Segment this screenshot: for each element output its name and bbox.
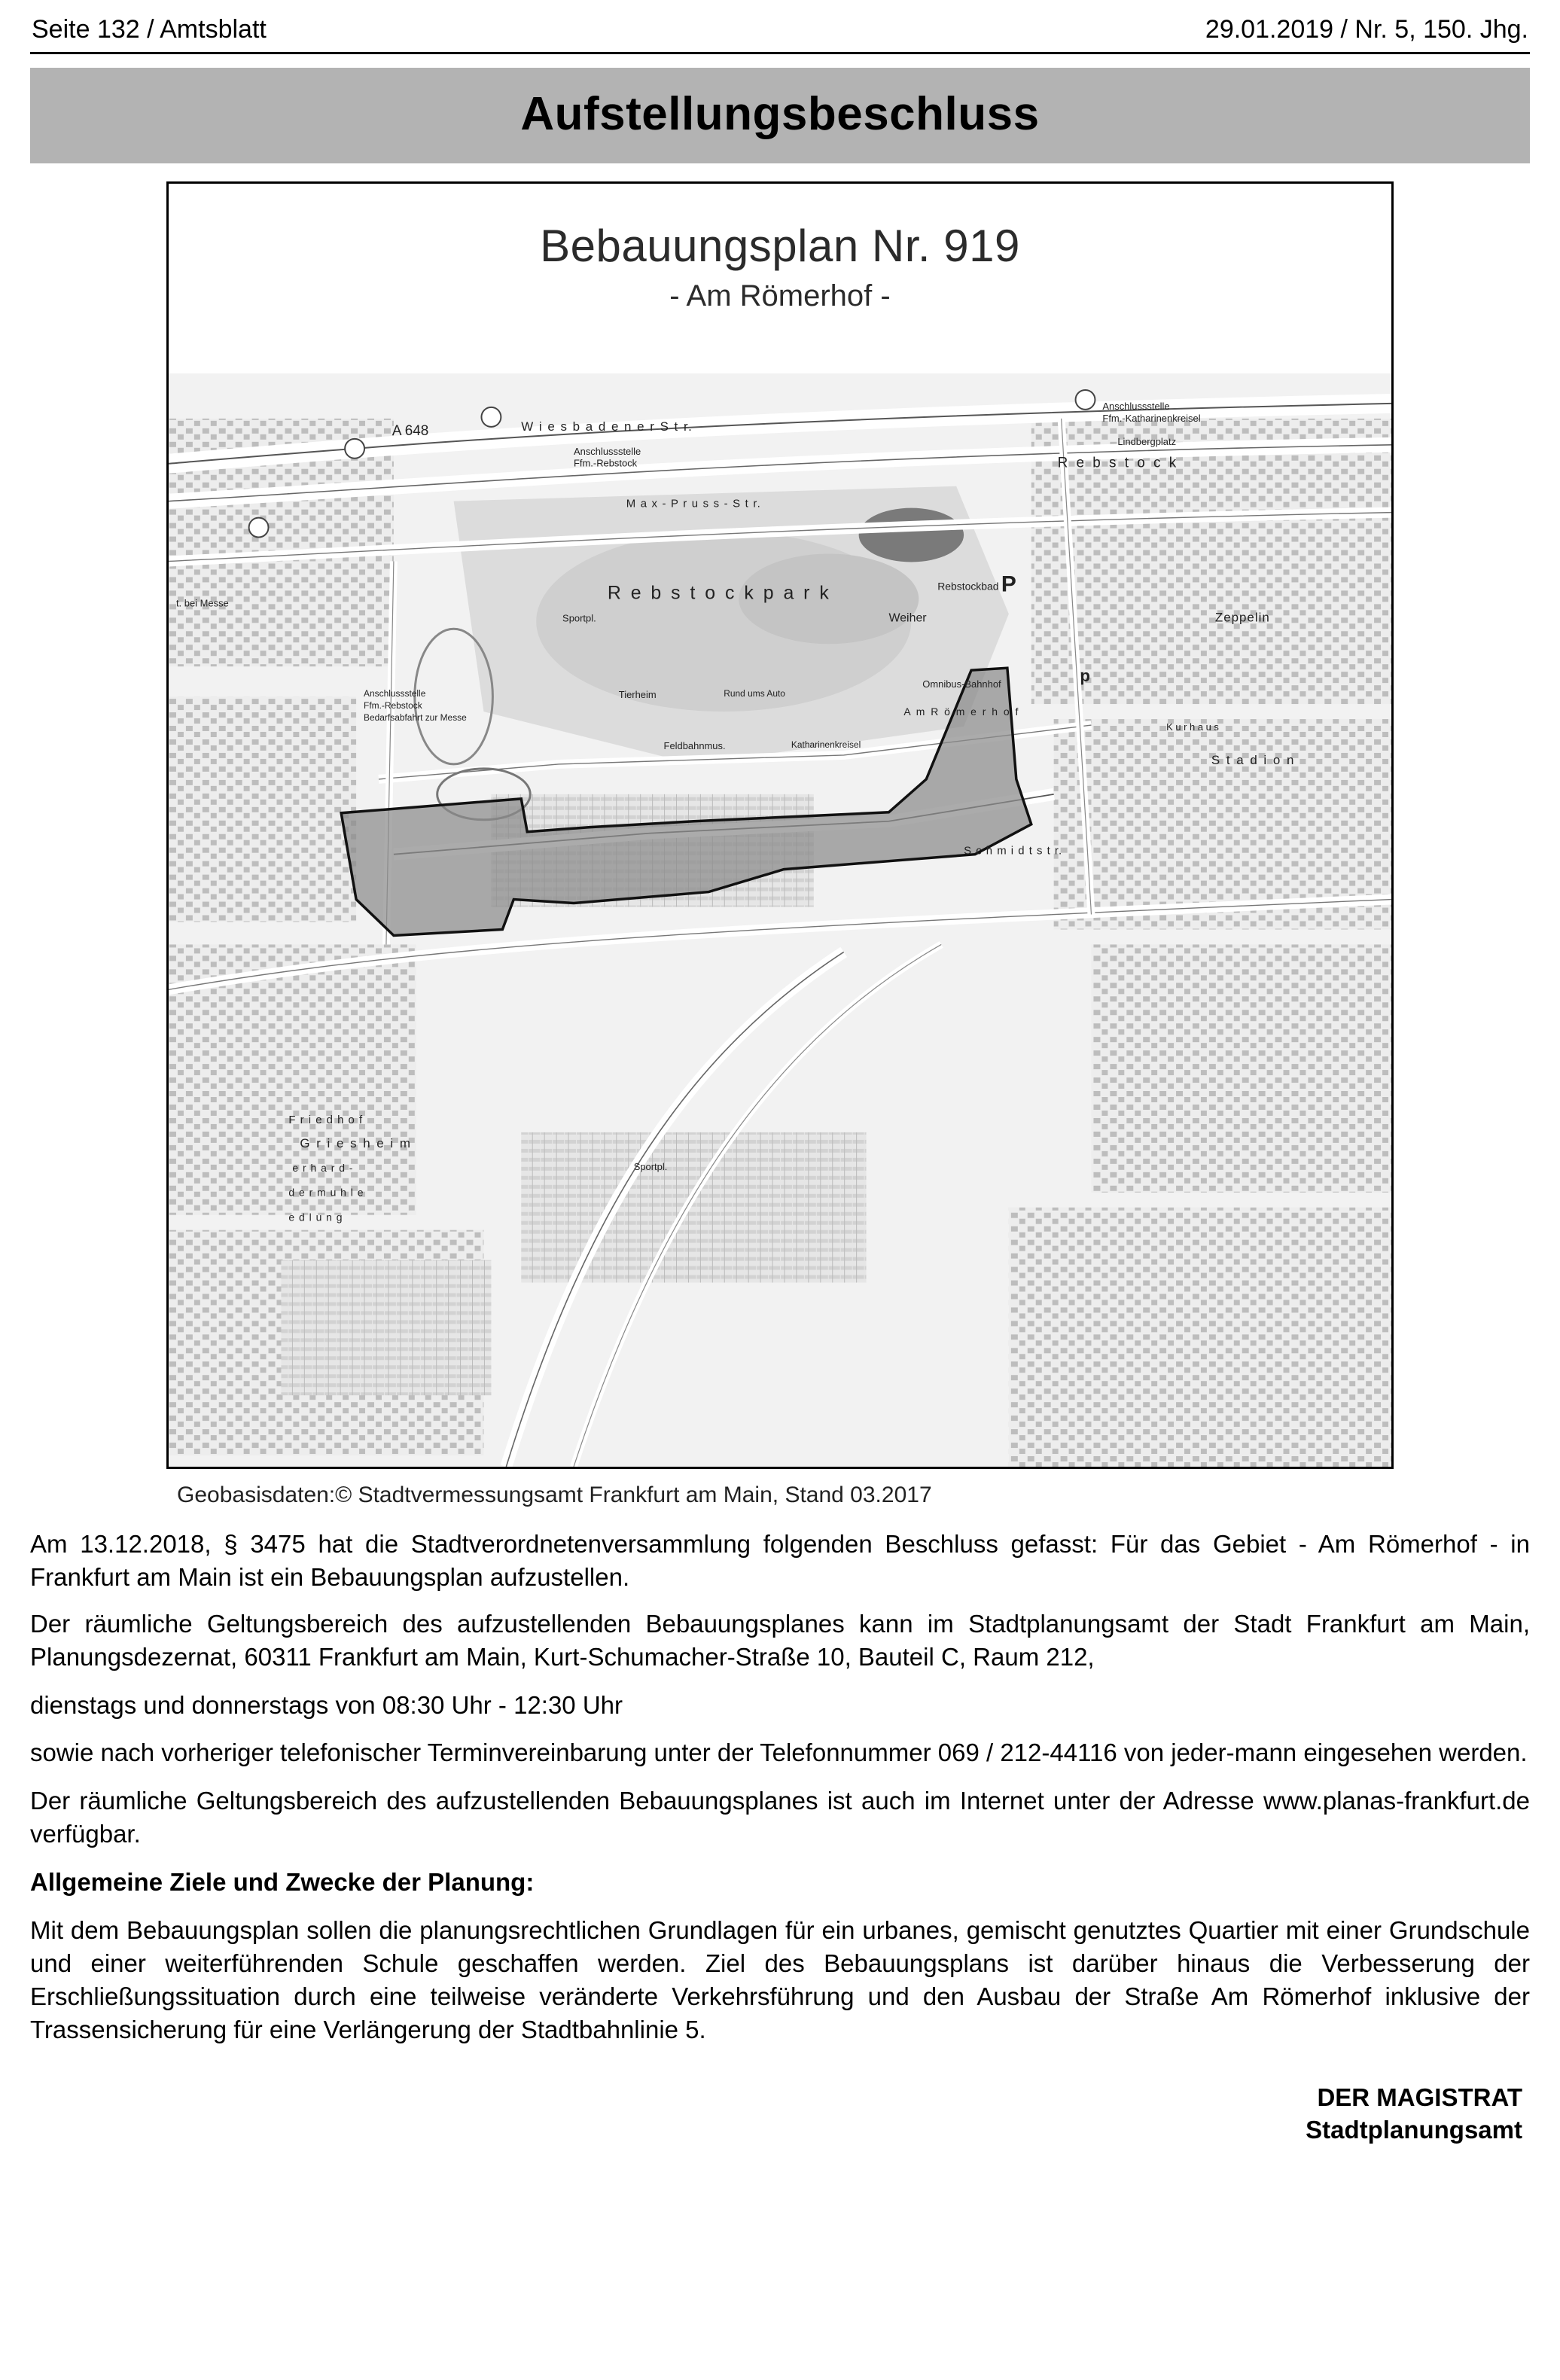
map-title-area: [169, 184, 1391, 373]
page-header: [30, 11, 1530, 52]
svg-text:S c h m i d t s t r.: S c h m i d t s t r.: [964, 844, 1063, 858]
map-canvas: [169, 373, 1391, 1467]
signature-department: Stadtplanungsamt: [1306, 2116, 1522, 2144]
header-issue-info: 29.01.2019 / Nr. 5, 150. Jhg.: [1205, 15, 1528, 44]
svg-text:F r i e d h o f: F r i e d h o f: [288, 1113, 364, 1126]
page-title: Aufstellungsbeschluss: [520, 88, 1040, 140]
svg-text:A 648: A 648: [392, 422, 429, 439]
paragraph-hours: dienstags und donnerstags von 08:30 Uhr - 12:30 Uhr: [30, 1690, 623, 1719]
map-title: Bebauungsplan Nr. 919: [540, 221, 1020, 271]
svg-text:t. bei Messe: t. bei Messe: [175, 597, 229, 609]
svg-text:Anschlussstelle: Anschlussstelle: [574, 445, 641, 457]
svg-text:Zeppelin: Zeppelin: [1214, 610, 1270, 625]
svg-text:Omnibus-Bahnhof: Omnibus-Bahnhof: [922, 678, 1001, 690]
svg-text:Tierheim: Tierheim: [618, 689, 657, 701]
svg-text:Sportpl.: Sportpl.: [633, 1160, 668, 1172]
paragraph-appointment: sowie nach vorheriger telefonischer Terminvereinbarung unter der Telefonnummer 069 / 212-44116 von jeder-mann eingesehen werden.: [30, 1739, 1528, 1767]
svg-text:W i e s b a d e n e r S t r.: W i e s b a d e n e r S t r.: [521, 419, 693, 434]
svg-text:Sportpl.: Sportpl.: [562, 612, 596, 624]
title-banner: [30, 68, 1530, 163]
svg-text:d e r m u h l e: d e r m u h l e: [288, 1186, 364, 1199]
article-body: [30, 1528, 1530, 2046]
svg-text:Feldbahnmus.: Feldbahnmus.: [663, 739, 726, 751]
svg-text:Rebstockbad: Rebstockbad: [937, 580, 999, 593]
svg-text:S t a d i o n: S t a d i o n: [1211, 752, 1296, 767]
svg-text:Ffm.-Rebstock: Ffm.-Rebstock: [574, 457, 638, 469]
svg-text:Bedarfsabfahrt zur Messe: Bedarfsabfahrt zur Messe: [364, 712, 467, 724]
map-container: [166, 181, 1394, 1469]
paragraph-goals: Mit dem Bebauungsplan sollen die planungsrechtlichen Grundlagen für ein urbanes, gemischt genutztes Quartier mit einer Grundschule und einer weiterführenden Schule geschaffen werden. Ziel des Bebauungsplans ist darüber hinaus die Verbesserung der Erschließungssituation durch eine teilweise veränderte Verkehrsführung und den Ausbau der Straße Am Römerhof inklusive der Trassensicherung für eine Verlängerung der Stadtbahnlinie 5.: [30, 1915, 1530, 2043]
svg-text:K u r h a u s: K u r h a u s: [1166, 721, 1219, 733]
header-divider: [30, 52, 1530, 54]
signature-block: [30, 2082, 1530, 2147]
svg-text:p: p: [1080, 666, 1090, 686]
svg-text:Katharinenkreisel: Katharinenkreisel: [791, 739, 861, 750]
svg-text:Ffm.-Katharinenkreisel: Ffm.-Katharinenkreisel: [1102, 412, 1201, 424]
map-figure: [30, 181, 1530, 1508]
heading-goals: Allgemeine Ziele und Zwecke der Planung:: [30, 1868, 535, 1896]
header-page-number: Seite 132 / Amtsblatt: [32, 15, 267, 44]
svg-text:Anschlussstelle: Anschlussstelle: [1102, 400, 1170, 412]
svg-text:Weiher: Weiher: [888, 611, 927, 625]
svg-text:e r h a r d -: e r h a r d -: [292, 1161, 354, 1174]
svg-text:R e b s t o c k p a r k: R e b s t o c k p a r k: [607, 582, 831, 604]
svg-text:Ffm.-Rebstock: Ffm.-Rebstock: [364, 700, 422, 712]
svg-text:P: P: [1001, 571, 1016, 597]
svg-text:Rund ums Auto: Rund ums Auto: [724, 688, 785, 699]
svg-text:Anschlussstelle: Anschlussstelle: [364, 688, 426, 699]
map-subtitle: - Am Römerhof -: [669, 279, 891, 312]
map-drawing: [169, 373, 1391, 1467]
paragraph-internet: Der räumliche Geltungsbereich des aufzustellenden Bebauungsplanes ist auch im Internet unter der Adresse www.planas-frankfurt.de verfügbar.: [30, 1787, 1530, 1848]
svg-text:R e b s t o c k: R e b s t o c k: [1057, 455, 1179, 471]
paragraph-scope: Der räumliche Geltungsbereich des aufzustellenden Bebauungsplanes kann im Stadtplanungsamt der Stadt Frankfurt am Main, Planungsdezernat, 60311 Frankfurt am Main, Kurt-Schumacher-Straße 10, Bauteil C, Raum 212,: [30, 1609, 1530, 1671]
svg-text:e d l u n g: e d l u n g: [288, 1211, 343, 1224]
paragraph-decision: Am 13.12.2018, § 3475 hat die Stadtverordnetenversammlung folgenden Beschluss gefasst: Für das Gebiet - Am Römerhof - in Frankfurt am Main ist ein Bebauungsplan aufzustellen.: [30, 1530, 1530, 1591]
signature-magistrat: DER MAGISTRAT: [1317, 2083, 1522, 2112]
svg-text:G r i e s h e i m: G r i e s h e i m: [300, 1135, 412, 1150]
map-credit: Geobasisdaten:© Stadtvermessungsamt Frankfurt am Main, Stand 03.2017: [177, 1483, 932, 1507]
svg-text:Lindbergplatz: Lindbergplatz: [1117, 435, 1177, 447]
svg-text:M a x - P r u s s - S t r.: M a x - P r u s s - S t r.: [626, 497, 762, 510]
svg-text:A m R ö m e r h o f: A m R ö m e r h o f: [903, 705, 1020, 718]
